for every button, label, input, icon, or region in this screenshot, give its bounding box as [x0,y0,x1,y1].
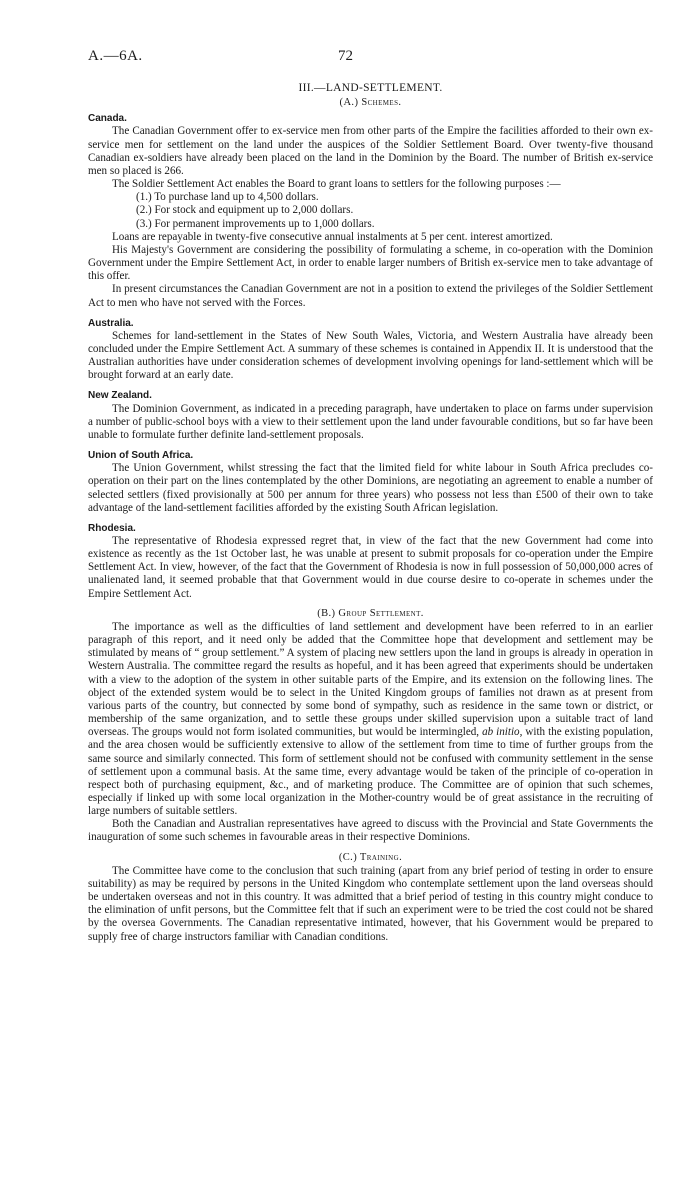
canada-paragraph-5: In present circumstances the Canadian Government are not in a position to extend the privileges of the Soldier Settlement Act to men who have not served with the Forces. [88,283,653,309]
group-settlement-paragraph-2: Both the Canadian and Australian representatives have agreed to discuss with the Provincial and State Governments the inauguration of some such schemes in favourable areas in their respective Dominions. [88,818,653,844]
canada-list-item-1: (1.) To purchase land up to 4,500 dollars. [136,191,319,204]
rhodesia-paragraph: The representative of Rhodesia expressed regret that, in view of the fact that the new Government had come into existence as recently as the 1st October last, he was unable at present to submit proposals for co-operation under the Empire Settlement Act. In view, however, of the fact that the Government of Rhodesia is now in full possession of 50,000,000 acres of unalienated land, it seemed probable that that Government would in due course desire to co-operate in schemes under the Empire Settlement Act. [88,535,653,600]
group-settlement-title: (B.) Group Settlement. [317,607,424,619]
document-reference: A.—6A. [88,48,143,64]
australia-paragraph: Schemes for land-settlement in the States of New South Wales, Victoria, and Western Australia have already been concluded under the Empire Settlement Act. A summary of these schemes is contained in Appendix II. It is understood that the Australian authorities have under consideration schemes of development involving openings for land-settlement which will be brought forward at an early date. [88,329,653,382]
canada-paragraph-3: Loans are repayable in twenty-five consecutive annual instalments at 5 per cent. interest amortized. [112,230,553,243]
south-africa-paragraph: The Union Government, whilst stressing the fact that the limited field for white labour in South Africa precludes co-operation on their part on the lines contemplated by the other Dominions, are negotiating an agreement to enable a number of selected settlers (fixed provisionally at 500 per annum for three years) who possess not less than £500 of their own to take advantage of the land-settlement facilities afforded by the existing South African legislation. [88,462,653,514]
group-settlement-text-b: with the existing population, and the area chosen would be sufficiently extensive to allow of the settlement from time to time of further groups from the same source and similarly connected. This form of settlement should not be confused with community settlement in the sense of settlement upon a communal basis. At the same time, every advantage would be taken of the principle of co-operation in respect both of purchasing equipment, &c., and of marketing produce. The Committee are of opinion that such schemes, especially if linked up with some local organization in the Mother-country would be of great assistance in the recruiting of large numbers of suitable settlers. [88,726,653,818]
training-paragraph: The Committee have come to the conclusion that such training (apart from any brief period of testing in order to ensure suitability) as may be required by persons in the United Kingdom who contemplate settlement upon the land overseas should be undertaken overseas and not in this country. It was admitted that a brief period of testing in this country might conduce to the elimination of unfit persons, but the Committee felt that if such an experiment were to be tried the cost could not be shared by the oversea Governments. The Canadian representative intimated, however, that his Government would be prepared to supply free of charge instructors familiar with Canadian conditions. [88,864,653,943]
page-header [88,48,653,68]
page-number: 72 [338,48,353,64]
section-title: III.—LAND-SETTLEMENT. [298,82,443,94]
document-body [88,82,653,944]
heading-new-zealand: New Zealand. [88,390,152,402]
section-subtitle: (A.) Schemes. [339,97,402,109]
new-zealand-paragraph: The Dominion Government, as indicated in a preceding paragraph, have undertaken to place on farms under supervision a number of public-school boys with a view to their settlement upon the land under favourable conditions, but so far have been unable to formulate further definite land-settlement proposals. [88,402,653,441]
canada-list-item-3: (3.) For permanent improvements up to 1,000 dollars. [136,217,375,230]
heading-rhodesia: Rhodesia. [88,522,136,534]
heading-canada: Canada. [88,113,127,125]
group-settlement-paragraph-1 [88,621,653,818]
heading-australia: Australia. [88,317,134,329]
heading-south-africa: Union of South Africa. [88,450,194,462]
canada-paragraph-2: The Soldier Settlement Act enables the Board to grant loans to settlers for the following purposes :— [112,178,561,191]
training-title: (C.) Training. [338,851,403,863]
canada-paragraph-1: The Canadian Government offer to ex-service men from other parts of the Empire the facilities afforded to their own ex-service men for settlement on the land under the auspices of the Soldier Settlement Board. Over twenty-five thousand Canadian ex-soldiers have already been placed on the land in the Dominion by the Board. The number of British ex-service men so placed is 266. [88,125,653,177]
canada-paragraph-4: His Majesty's Government are considering the possibility of formulating a scheme, in co-operation with the Dominion Government under the Empire Settlement Act, in order to enable larger numbers of British ex-service men to take advantage of this offer. [88,243,653,283]
group-settlement-latin: ab initio, [482,726,523,739]
group-settlement-text-a: The importance as well as the difficulties of land settlement and development have been referred to in an earlier paragraph of this report, and it need only be added that the Committee hope that development and settlement may be stimulated by means of “ group settlement.” A system of placing new settlers upon the land in groups is already in operation in Western Australia. The committee regard the results as hopeful, and it has been agreed that experiments should be undertaken with a view to the adoption of the system in other suitable parts of the Empire, and its extension on the following lines. The object of the extended system would be to select in the United Kingdom groups of families not drawn as at present from various parts of the country, but connected by some bond of sympathy, such as residence in the same town or district, or membership of the same organization, and to settle these groups under skilled supervision upon a suitable tract of land overseas. The groups would not form isolated communities, but would be intermingled, [88,620,653,739]
canada-list-item-2: (2.) For stock and equipment up to 2,000 dollars. [136,204,354,217]
